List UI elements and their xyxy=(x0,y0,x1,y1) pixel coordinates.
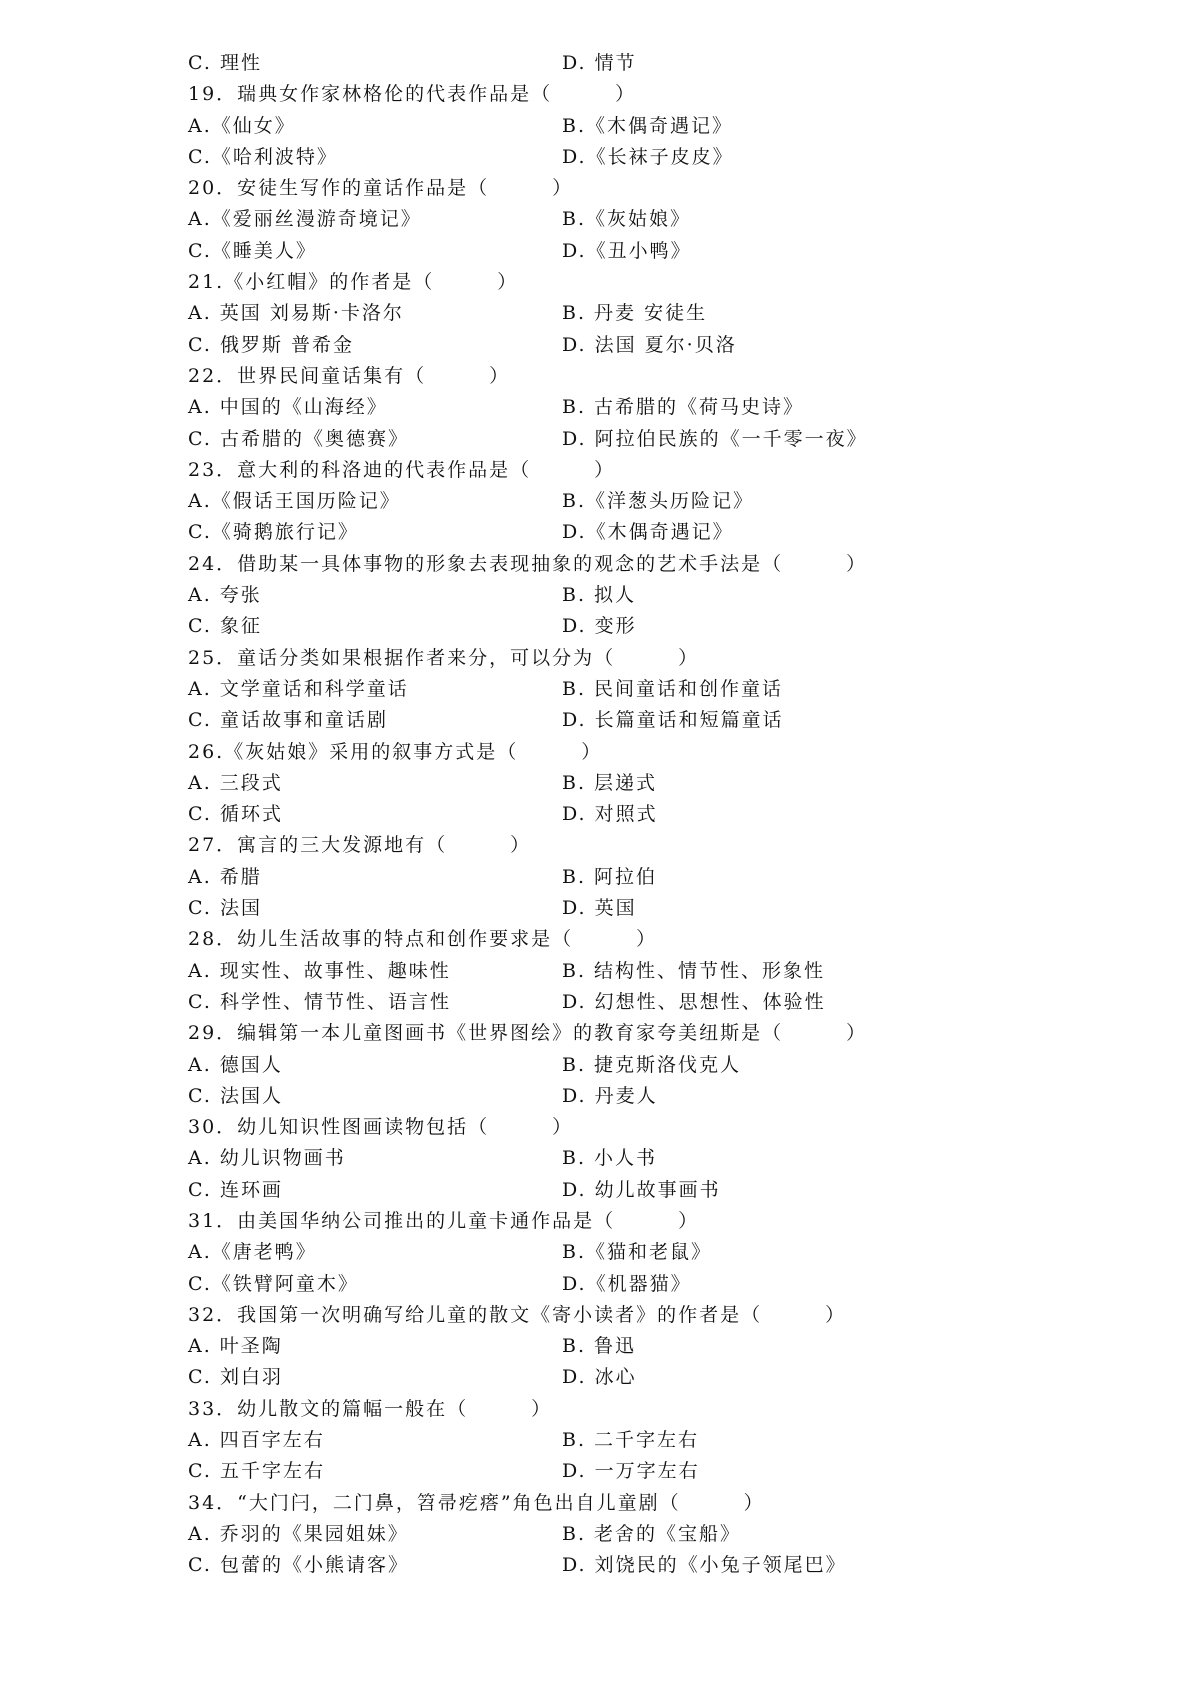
option-left: C.《铁臂阿童木》 xyxy=(188,1272,359,1295)
question-line xyxy=(188,455,1048,486)
exam-page xyxy=(188,48,1048,1582)
option-left: A. 现实性、故事性、趣味性 xyxy=(188,959,451,982)
options-line xyxy=(188,111,1048,142)
option-left: C. 法国 xyxy=(188,897,262,920)
question-line xyxy=(188,1018,1048,1049)
option-right: D. 变形 xyxy=(562,615,637,638)
option-right: B. 鲁迅 xyxy=(562,1335,637,1358)
option-right: D. 英国 xyxy=(562,897,637,920)
option-right: B. 丹麦 安徒生 xyxy=(562,302,708,325)
question-text: 30．幼儿知识性图画读物包括（ ） xyxy=(188,1116,574,1139)
option-right: B. 小人书 xyxy=(562,1147,658,1170)
question-text: 25．童话分类如果根据作者来分，可以分为（ ） xyxy=(188,646,700,669)
options-line xyxy=(188,1175,1048,1206)
option-right: D.《机器猫》 xyxy=(562,1272,692,1295)
option-left: A. 乔羽的《果园姐妹》 xyxy=(188,1522,409,1545)
option-left: A.《仙女》 xyxy=(188,114,296,137)
option-left: C. 连环画 xyxy=(188,1178,283,1201)
option-right: B.《灰姑娘》 xyxy=(562,208,692,231)
question-line xyxy=(188,1206,1048,1237)
option-left: A.《唐老鸭》 xyxy=(188,1241,317,1264)
option-right: B. 拟人 xyxy=(562,584,637,607)
option-left: A. 幼儿识物画书 xyxy=(188,1147,346,1170)
options-line xyxy=(188,580,1048,611)
options-line xyxy=(188,1519,1048,1550)
options-line xyxy=(188,424,1048,455)
option-left: C. 古希腊的《奥德赛》 xyxy=(188,427,409,450)
options-line xyxy=(188,674,1048,705)
question-text: 21.《小红帽》的作者是（ ） xyxy=(188,271,519,294)
options-line xyxy=(188,1143,1048,1174)
option-left: C. 循环式 xyxy=(188,803,283,826)
option-right: D. 法国 夏尔·贝洛 xyxy=(562,333,737,356)
option-left: C. 刘白羽 xyxy=(188,1366,283,1389)
option-left: C. 俄罗斯 普希金 xyxy=(188,333,354,356)
option-left: C.《哈利波特》 xyxy=(188,145,338,168)
options-line xyxy=(188,142,1048,173)
options-line xyxy=(188,1269,1048,1300)
question-line xyxy=(188,924,1048,955)
options-line xyxy=(188,298,1048,329)
option-right: D. 丹麦人 xyxy=(562,1084,658,1107)
question-text: 26.《灰姑娘》采用的叙事方式是（ ） xyxy=(188,740,603,763)
option-left: A. 英国 刘易斯·卡洛尔 xyxy=(188,302,404,325)
question-line xyxy=(188,79,1048,110)
option-left: C. 包蕾的《小熊请客》 xyxy=(188,1554,409,1577)
option-left: C. 象征 xyxy=(188,615,262,638)
option-left: A. 德国人 xyxy=(188,1053,283,1076)
options-line xyxy=(188,799,1048,830)
option-left: A. 希腊 xyxy=(188,865,262,888)
options-line xyxy=(188,893,1048,924)
option-left: A. 叶圣陶 xyxy=(188,1335,283,1358)
option-right: B. 二千字左右 xyxy=(562,1429,700,1452)
option-left: C. 五千字左右 xyxy=(188,1460,325,1483)
options-line xyxy=(188,862,1048,893)
option-left: A.《爱丽丝漫游奇境记》 xyxy=(188,208,422,231)
options-line xyxy=(188,1081,1048,1112)
option-left: C. 法国人 xyxy=(188,1084,283,1107)
option-right: D. 幻想性、思想性、体验性 xyxy=(562,990,826,1013)
option-right: B. 结构性、情节性、形象性 xyxy=(562,959,826,982)
options-line xyxy=(188,330,1048,361)
option-right: B. 老舍的《宝船》 xyxy=(562,1522,742,1545)
question-text: 20．安徒生写作的童话作品是（ ） xyxy=(188,177,574,200)
option-right: B. 阿拉伯 xyxy=(562,865,658,888)
option-right: B. 层递式 xyxy=(562,771,658,794)
options-line xyxy=(188,1237,1048,1268)
options-line xyxy=(188,1362,1048,1393)
option-right: D. 冰心 xyxy=(562,1366,637,1389)
option-left: C. 童话故事和童话剧 xyxy=(188,709,388,732)
options-line xyxy=(188,611,1048,642)
question-text: 19．瑞典女作家林格伦的代表作品是（ ） xyxy=(188,83,637,106)
option-left: A. 文学童话和科学童话 xyxy=(188,677,409,700)
question-line xyxy=(188,737,1048,768)
question-text: 32．我国第一次明确写给儿童的散文《寄小读者》的作者是（ ） xyxy=(188,1303,847,1326)
option-right: D.《木偶奇遇记》 xyxy=(562,521,734,544)
option-left: A. 中国的《山海经》 xyxy=(188,396,388,419)
question-line xyxy=(188,549,1048,580)
question-line xyxy=(188,1394,1048,1425)
option-right: D. 情节 xyxy=(562,52,637,74)
options-line xyxy=(188,204,1048,235)
options-line xyxy=(188,1050,1048,1081)
question-line xyxy=(188,267,1048,298)
question-text: 33．幼儿散文的篇幅一般在（ ） xyxy=(188,1397,553,1420)
option-right: B. 古希腊的《荷马史诗》 xyxy=(562,396,805,419)
option-right: D.《长袜子皮皮》 xyxy=(562,145,734,168)
options-line xyxy=(188,1456,1048,1487)
question-text: 23．意大利的科洛迪的代表作品是（ ） xyxy=(188,458,616,481)
option-right: D. 幼儿故事画书 xyxy=(562,1178,721,1201)
option-left: C.《骑鹅旅行记》 xyxy=(188,521,359,544)
question-text: 27．寓言的三大发源地有（ ） xyxy=(188,834,532,857)
options-line xyxy=(188,768,1048,799)
options-line xyxy=(188,392,1048,423)
question-text: 28．幼儿生活故事的特点和创作要求是（ ） xyxy=(188,928,658,951)
question-line xyxy=(188,1488,1048,1519)
option-left: A. 四百字左右 xyxy=(188,1429,325,1452)
option-left: A. 夸张 xyxy=(188,584,262,607)
question-line xyxy=(188,830,1048,861)
options-line xyxy=(188,1331,1048,1362)
question-line xyxy=(188,643,1048,674)
option-right: D. 一万字左右 xyxy=(562,1460,700,1483)
option-right: D. 刘饶民的《小兔子领尾巴》 xyxy=(562,1554,847,1577)
question-line xyxy=(188,1112,1048,1143)
options-line xyxy=(188,48,1048,79)
option-right: D. 长篇童话和短篇童话 xyxy=(562,709,784,732)
option-right: D. 对照式 xyxy=(562,803,658,826)
option-right: B. 民间童话和创作童话 xyxy=(562,677,784,700)
question-text: 34．“大门闩，二门鼻，笤帚疙瘩”角色出自儿童剧（ ） xyxy=(188,1491,765,1514)
question-text: 29．编辑第一本儿童图画书《世界图绘》的教育家夸美纽斯是（ ） xyxy=(188,1022,868,1045)
option-right: B.《猫和老鼠》 xyxy=(562,1241,713,1264)
question-text: 22．世界民间童话集有（ ） xyxy=(188,364,511,387)
option-left: C. 理性 xyxy=(188,52,262,74)
options-line xyxy=(188,1550,1048,1581)
option-left: C.《睡美人》 xyxy=(188,239,317,262)
option-right: D.《丑小鸭》 xyxy=(562,239,692,262)
question-text: 31．由美国华纳公司推出的儿童卡通作品是（ ） xyxy=(188,1209,700,1232)
options-line xyxy=(188,956,1048,987)
option-right: B.《木偶奇遇记》 xyxy=(562,114,734,137)
question-line xyxy=(188,1300,1048,1331)
question-line xyxy=(188,173,1048,204)
option-left: A. 三段式 xyxy=(188,771,283,794)
options-line xyxy=(188,705,1048,736)
option-right: D. 阿拉伯民族的《一千零一夜》 xyxy=(562,427,868,450)
options-line xyxy=(188,486,1048,517)
option-right: B.《洋葱头历险记》 xyxy=(562,490,755,513)
option-right: B. 捷克斯洛伐克人 xyxy=(562,1053,742,1076)
question-line xyxy=(188,361,1048,392)
option-left: A.《假话王国历险记》 xyxy=(188,490,401,513)
options-line xyxy=(188,236,1048,267)
option-left: C. 科学性、情节性、语言性 xyxy=(188,990,451,1013)
options-line xyxy=(188,517,1048,548)
question-text: 24．借助某一具体事物的形象去表现抽象的观念的艺术手法是（ ） xyxy=(188,552,868,575)
options-line xyxy=(188,987,1048,1018)
options-line xyxy=(188,1425,1048,1456)
